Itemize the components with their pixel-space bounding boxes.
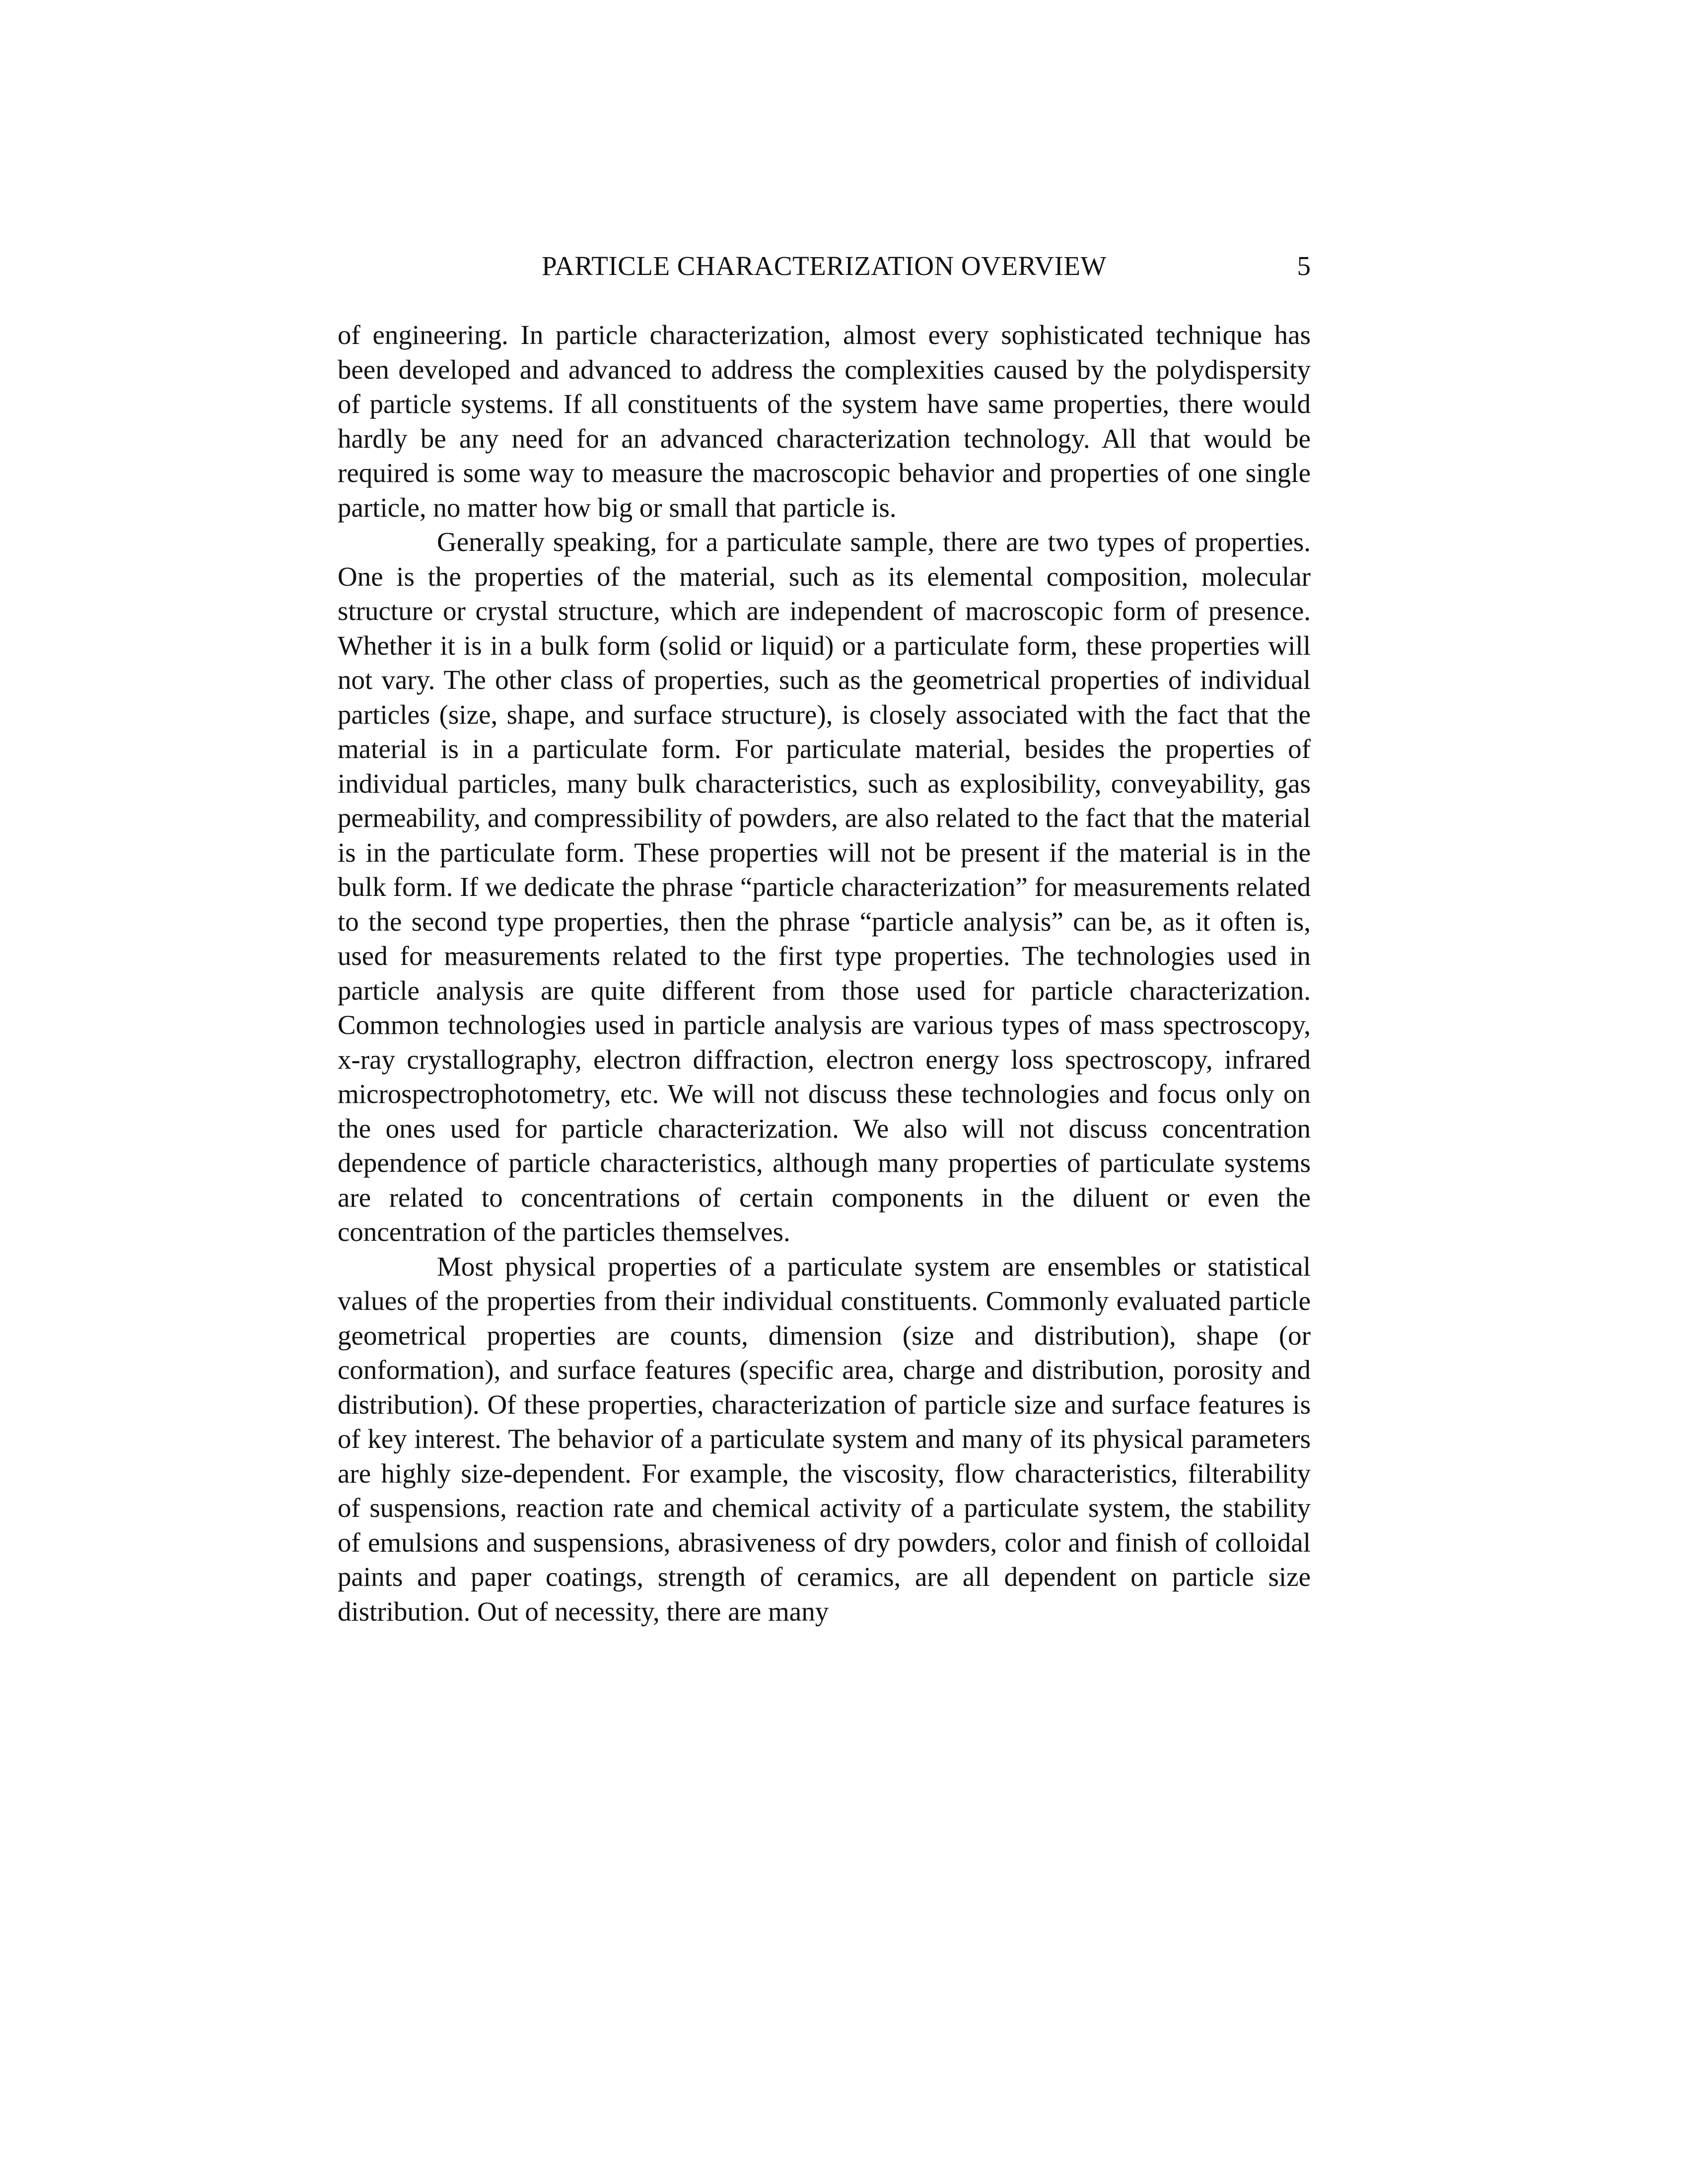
running-title: PARTICLE CHARACTERIZATION OVERVIEW bbox=[542, 251, 1107, 281]
paragraph-physical-properties: Most physical properties of a particulate system are ensembles or statistical values of the properties from their individual constituents. Commonly evaluated particle geometrical properties are counts, dimension (size and distribution), shape (or conformation), and surface features (specific area, charge and distribution, porosity and distribution). Of these properties, characterization of particle size and surface features is of key interest. The behavior of a particulate system and many of its physical parameters are highly size-dependent. For example, the viscosity, flow characteristics, filterability of suspensions, reaction rate and chemical activity of a particulate system, the stability of emulsions and suspensions, abrasiveness of dry powders, color and finish of colloidal paints and paper coatings, strength of ceramics, are all dependent on particle size distribution. Out of necessity, there are many bbox=[338, 1251, 1311, 1627]
paragraph-property-types: Generally speaking, for a particulate sample, there are two types of properties. One is the properties of the material, such as its elemental composition, molecular structure or crystal structure, which are independent of macroscopic form of presence. Whether it is in a bulk form (solid or liquid) or a particulate form, these properties will not vary. The other class of properties, such as the geometrical properties of individual particles (size, shape, and surface structure), is closely associated with the fact that the material is in a particulate form. For particulate material, besides the properties of individual particles, many bulk characteristics, such as explosibility, conveyability, gas permeability, and compressibility of powders, are also related to the fact that the material is in the particulate form. These properties will not be present if the material is in the bulk form. If we dedicate the phrase “particle characterization” for measurements related to the second type properties, then the phrase “particle analysis” can be, as it often is, used for measurements related to the first type properties. The technologies used in particle analysis are quite different from those used for particle characterization. Common technologies used in particle analysis are various types of mass spectroscopy, x-ray crystallography, electron diffraction, electron energy loss spectroscopy, infrared microspectrophotometry, etc. We will not discuss these technologies and focus only on the ones used for particle characterization. We also will not discuss concentration dependence of particle characteristics, although many properties of particulate systems are related to concentrations of certain components in the diluent or even the concentration of the particles themselves. bbox=[338, 527, 1311, 1247]
body-text bbox=[338, 318, 1311, 1629]
page-number: 5 bbox=[1297, 251, 1311, 281]
running-header bbox=[338, 243, 1311, 289]
paragraph-continuation: of engineering. In particle characterization, almost every sophisticated technique has been developed and advanced to address the complexities caused by the polydispersity of particle systems. If all constituents of the system have same properties, there would hardly be any need for an advanced characterization technology. All that would be required is some way to measure the macroscopic behavior and properties of one single particle, no matter how big or small that particle is. bbox=[338, 320, 1311, 523]
